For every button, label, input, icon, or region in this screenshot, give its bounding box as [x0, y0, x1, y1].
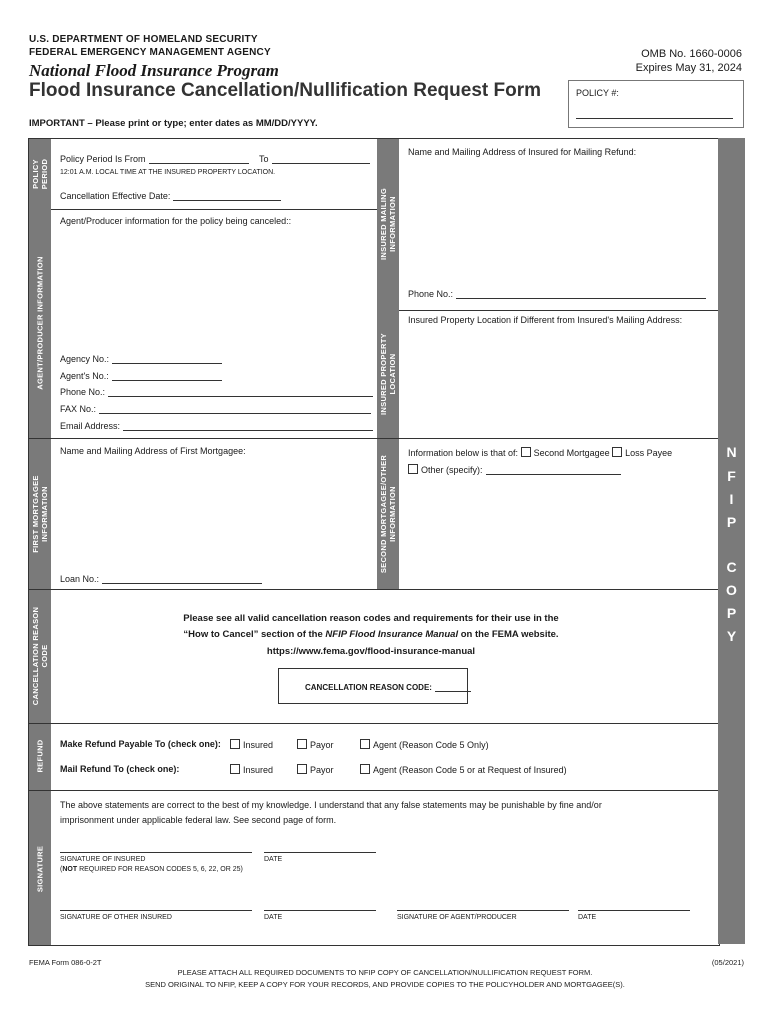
payable-agent-checkbox[interactable] [360, 739, 370, 749]
property-heading: Insured Property Location if Different from Insured's Mailing Address: [408, 315, 683, 325]
sig-agent-label: SIGNATURE OF AGENT/PRODUCER [397, 914, 517, 921]
department-name: U.S. DEPARTMENT OF HOMELAND SECURITY [29, 34, 258, 45]
reason-line-2: “How to Cancel” section of the NFIP Flood Insurance Manual on the FEMA website. [183, 629, 559, 640]
nfip-letter: I [729, 491, 734, 507]
nfip-letter: Y [726, 628, 737, 644]
sig-other-label: SIGNATURE OF OTHER INSURED [60, 914, 172, 921]
mail-agent-checkbox[interactable] [360, 764, 370, 774]
agency-no-label: Agency No.: [60, 354, 222, 364]
effective-date-label: Cancellation Effective Date: [60, 191, 281, 201]
policy-to-field[interactable] [272, 162, 370, 164]
manual-url[interactable]: https://www.fema.gov/flood-insurance-manual [266, 646, 476, 657]
agency-no-field[interactable] [112, 362, 222, 364]
form-title: Flood Insurance Cancellation/Nullification Request Form [29, 80, 542, 101]
important-note: IMPORTANT – Please print or type; enter dates as MM/DD/YYYY. [29, 118, 318, 129]
nfip-letter: F [727, 468, 736, 484]
band-label-first-mortgagee: FIRST MORTGAGEE INFORMATION [31, 475, 49, 553]
agent-phone-field[interactable] [108, 395, 373, 397]
nfip-copy-strip [718, 138, 745, 944]
nfip-letter: C [726, 559, 737, 575]
policy-number-box[interactable] [568, 80, 744, 128]
reason-code-field[interactable] [435, 690, 471, 692]
program-name: National Flood Insurance Program [29, 61, 279, 80]
other-specify-field[interactable] [486, 473, 621, 475]
date-insured-line[interactable] [264, 852, 376, 853]
date-agent-label: DATE [578, 914, 597, 921]
date-agent-line[interactable] [578, 910, 690, 911]
agents-no-field[interactable] [112, 379, 222, 381]
effective-date-field[interactable] [173, 199, 281, 201]
band-label-signature: SIGNATURE [35, 845, 45, 893]
sig-other-line[interactable] [60, 910, 252, 911]
loss-payee-checkbox[interactable] [612, 447, 622, 457]
band-label-reason: CANCELLATION REASON CODE [31, 606, 49, 706]
nfip-letter: P [726, 605, 737, 621]
statement-line-1: The above statements are correct to the best of my knowledge. I understand that any false statements may be punishable by fine and/or [60, 800, 602, 810]
omb-number: OMB No. 1660-0006 [641, 48, 742, 60]
agent-heading: Agent/Producer information for the policy being canceled:: [60, 216, 292, 226]
date-insured-label: DATE [264, 856, 283, 863]
date-other-label: DATE [264, 914, 283, 921]
mail-payor-checkbox[interactable] [297, 764, 307, 774]
mail-payor: Payor [297, 764, 334, 775]
policy-period-to-label: To [259, 154, 370, 164]
expiration-date: Expires May 31, 2024 [635, 62, 742, 74]
policy-number-line [576, 118, 733, 119]
insured-mailing-heading: Name and Mailing Address of Insured for Mailing Refund: [408, 147, 637, 157]
not-required-note: (NOT REQUIRED FOR REASON CODES 5, 6, 22, OR 25) [60, 866, 243, 873]
agent-fax-field[interactable] [99, 412, 371, 414]
policy-from-field[interactable] [149, 162, 249, 164]
mail-insured: Insured [230, 764, 273, 775]
mail-refund-label: Mail Refund To (check one): [60, 764, 180, 774]
nfip-letter: P [726, 514, 737, 530]
other-checkbox[interactable] [408, 464, 418, 474]
insured-phone-field[interactable] [456, 297, 706, 299]
agent-email-label: Email Address: [60, 421, 373, 431]
policy-number-label: POLICY #: [576, 88, 619, 98]
sig-insured-line[interactable] [60, 852, 252, 853]
refund-payable-label: Make Refund Payable To (check one): [60, 739, 221, 749]
other-specify: Other (specify): [408, 464, 621, 475]
reason-line-1: Please see all valid cancellation reason codes and requirements for their use in the [183, 613, 559, 624]
band-label-policy-period: POLICY PERIOD [31, 158, 49, 190]
date-other-line[interactable] [264, 910, 376, 911]
payable-payor: Payor [297, 739, 334, 750]
payable-payor-checkbox[interactable] [297, 739, 307, 749]
sig-insured-label: SIGNATURE OF INSURED [60, 856, 146, 863]
nfip-letter: O [726, 582, 737, 598]
loan-no-label: Loan No.: [60, 574, 262, 584]
agent-email-field[interactable] [123, 429, 373, 431]
reason-code-box [278, 668, 468, 704]
footer-note-2: SEND ORIGINAL TO NFIP, KEEP A COPY FOR YOUR RECORDS, AND PROVIDE COPIES TO THE POLICYHOLDER AND MORTGAGEE(S). [145, 980, 625, 989]
second-mortgagee-info: Information below is that of: Second Mortgagee Loss Payee [408, 448, 673, 458]
band-label-second-mortgagee: SECOND MORTGAGEE/OTHER INFORMATION [379, 454, 397, 574]
policy-period-from-label: Policy Period Is From [60, 154, 249, 164]
time-note: 12:01 A.M. LOCAL TIME AT THE INSURED PROPERTY LOCATION. [60, 169, 276, 176]
mail-insured-checkbox[interactable] [230, 764, 240, 774]
insured-phone-label: Phone No.: [408, 289, 706, 299]
agent-phone-label: Phone No.: [60, 387, 373, 397]
band-label-property: INSURED PROPERTY LOCATION [379, 333, 397, 415]
footer-note-1: PLEASE ATTACH ALL REQUIRED DOCUMENTS TO NFIP COPY OF CANCELLATION/NULLIFICATION REQUEST FORM. [177, 968, 593, 977]
band-label-insured-mailing: INSURED MAILING INFORMATION [379, 188, 397, 260]
statement-line-2: imprisonment under applicable federal law. See second page of form. [60, 815, 337, 825]
payable-insured: Insured [230, 739, 273, 750]
loan-no-field[interactable] [102, 582, 262, 584]
reason-code-label: CANCELLATION REASON CODE: [305, 683, 471, 692]
nfip-letter: N [726, 444, 737, 460]
sig-agent-line[interactable] [397, 910, 569, 911]
payable-insured-checkbox[interactable] [230, 739, 240, 749]
agent-fax-label: FAX No.: [60, 404, 371, 414]
agency-name: FEDERAL EMERGENCY MANAGEMENT AGENCY [29, 47, 271, 58]
agents-no-label: Agent's No.: [60, 371, 222, 381]
band-label-refund: REFUND [35, 739, 45, 773]
payable-agent: Agent (Reason Code 5 Only) [360, 739, 489, 750]
form-revision: (05/2021) [711, 958, 744, 967]
band-label-agent: AGENT/PRODUCER INFORMATION [35, 256, 45, 390]
second-mortgagee-checkbox[interactable] [521, 447, 531, 457]
first-mortgagee-heading: Name and Mailing Address of First Mortgagee: [60, 446, 246, 456]
form-number: FEMA Form 086-0-2T [29, 958, 102, 967]
mail-agent: Agent (Reason Code 5 or at Request of Insured) [360, 764, 567, 775]
